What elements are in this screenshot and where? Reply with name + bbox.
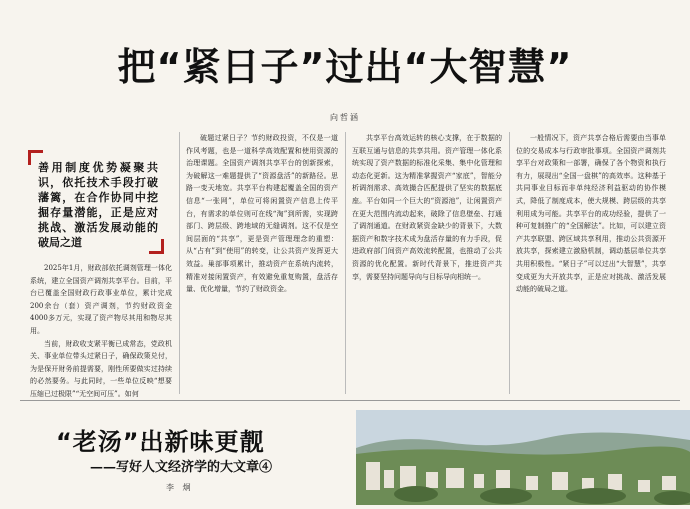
section-author: 李 炯 — [166, 483, 194, 492]
pull-quote-text: 善用制度优势凝聚共识，依托技术手段打破藩篱，在合作协同中挖掘存量潜能，正是应对挑战、激活发展动能的破局之道 — [38, 161, 158, 249]
column-divider — [179, 132, 180, 394]
article-headline: 把“紧日子”过出“大智慧” — [117, 45, 573, 89]
column-divider — [509, 132, 510, 394]
column-1 — [30, 262, 172, 398]
column-4-text: 一般情况下，资产共享合格后需要由当事单位的交易成本与行政审批事项。全国资产调剂共享平台对政策和一部署，确保了各个物资和执行有力，展现出“全国一盘棋”的高效率。这种基于共同事业目标而非单纯经济利益驱动的协作模式，降低了制度成本，使大规模、跨层级的共享利用成为可能。共享平台的成功经验，提供了一种可复制推广的“全国解法”。比如，可以建立资产共享联盟、跨区域共享利用，推动公共资源开放共享，探索建立激励机制，调动基层单位共享共用积极性。“紧日子”可以过出“大智慧”，共享变成更为大开放共享，正是应对挑战、激活发展动能的破局之道。 — [516, 134, 666, 294]
section-divider — [20, 400, 680, 401]
column-4 — [516, 132, 666, 394]
section-subtitle: ——写好人文经济学的大文章④ — [90, 460, 273, 475]
pull-quote — [34, 156, 158, 248]
aerial-town-photo-icon — [356, 410, 690, 505]
column-divider — [345, 132, 346, 394]
article-byline: 向哲涵 — [330, 113, 360, 122]
column-2 — [186, 132, 338, 394]
column-3-text: 共享平台高效运转的核心支撑，在于数据的互联互通与信息的共享共用。资产管理一体化系统实现了资产数据的标准化采集、集中化管理和动态化更新。这为精准掌握资产“家底”，智能分析调剂需求、高效撮合匹配提供了坚实的数据底座。平台如同一个巨大的“资源池”，让闲置资产在更大范围内流动起来，破除了信息壁垒、打通了调剂通道。在财政紧资金缺少的背景下，大数据资产和数字技术成为盘活存量的有力手段，促进政府部门间资产高效流转配置，也推动了公共资源的优化配置。新时代背景下，推进资产共享，需要坚持问题导向与目标导向相统一。 — [352, 134, 502, 281]
column-1-body: 当前，财政收支紧平衡已成常态，党政机关、事业单位带头过紧日子，确保政策兑付，为是保开财务前提需要，刚性所要做实过持续的必然要务。与此同时，一些单位反映“想要压缩已过极限”“无空间可压”。如何 — [30, 339, 172, 398]
section-title: “老汤”出新味更靓 — [56, 428, 265, 456]
aerial-town-photo — [356, 410, 690, 505]
column-3 — [352, 132, 502, 394]
column-1-intro: 2025年1月，财政部依托调剂管理一体化系统，建立全国资产调剂共享平台。目前，平台已覆盖全国财政行政事业单位，累计完成200余台（套）资产调剂，节约财政资金4000多万元，实现了资产物尽其用和物尽其用。 — [30, 264, 172, 335]
column-2-text: 破题过紧日子？节约财政投资，不仅是一道作风考题，也是一道科学高效配置和使用资源的治理课题。全国资产调剂共享平台的创新探索，为破解这一难题提供了“资源盘活”的新路径。思路一变天地宽。共享平台构建起覆盖全国的资产信息“一张网”，单位可将闲置资产信息上传平台，有需求的单位则可在线“淘”到所需，实现跨部门、跨层级、跨地域的无缝调剂。这不仅是空间层面的“共享”，更是资产管理理念的重塑：从“占有”到“使用”的转变，让公共资产发挥更大效益。巢部事项累计，推动资产在系统内流转，精准对接闲置资产，有效避免重复购置，盘活存量、优化增量，节约了财政资金。 — [186, 134, 338, 294]
